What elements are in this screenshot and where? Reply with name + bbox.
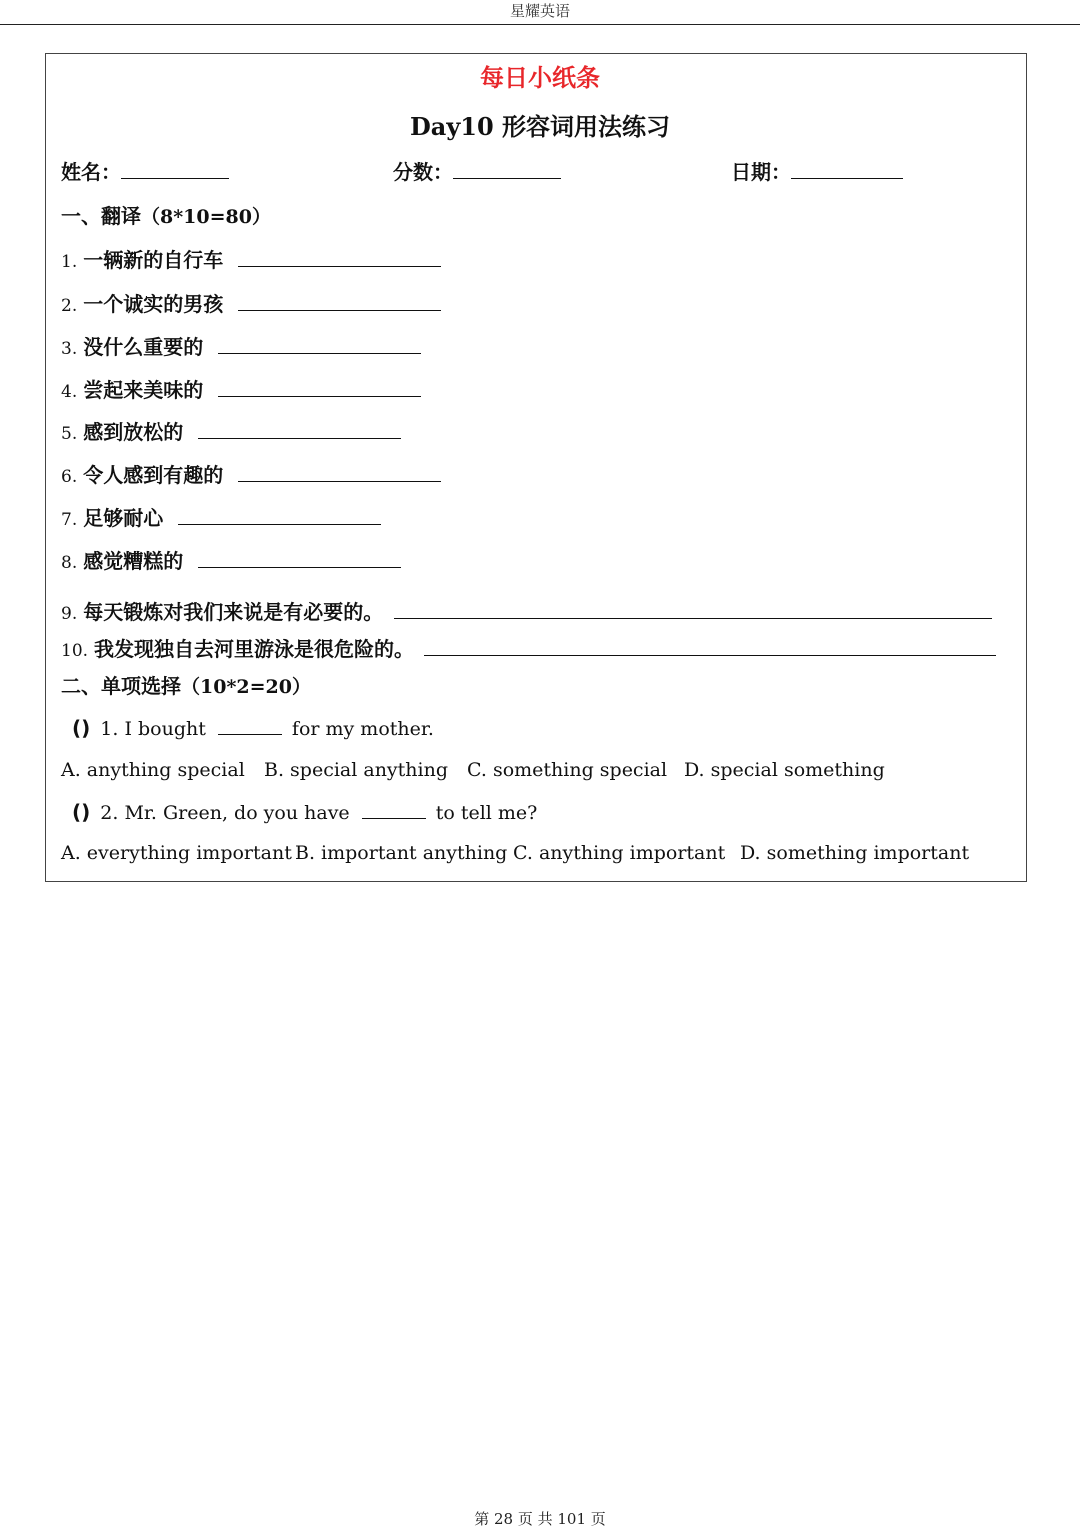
worksheet-subtitle [0,107,1080,142]
answer-blank[interactable] [178,506,381,525]
option-d[interactable]: D. special something [684,759,885,781]
item-number: 2. [61,296,78,316]
item-text: 没什么重要的 [83,335,204,359]
item-text: 感觉糟糕的 [83,549,184,573]
item-text: 感到放松的 [83,420,184,444]
translation-item [61,331,421,360]
day-label: Day10 [409,112,494,141]
section-translation-score: （8*10=80） [141,206,271,228]
answer-blank[interactable] [238,248,441,267]
item-number: 3. [61,339,78,359]
item-number: 7. [61,510,78,530]
score-blank[interactable] [453,160,561,179]
question-stem-end: for my mother. [291,718,434,740]
item-text: 尝起来美味的 [83,378,204,402]
translation-item [61,288,441,317]
translation-item [61,502,381,531]
item-number: 9. [61,604,78,624]
choice-question-2 [72,800,537,824]
section-translation-heading [61,200,271,229]
option-a[interactable]: A. anything special [61,759,245,781]
question-blank[interactable] [218,716,282,735]
worksheet-title: 每日小纸条 [480,64,600,92]
section-choice-title: 二、单项选择 [61,674,181,698]
score-field [393,156,561,185]
page-footer: 第 28 页 共 101 页 [474,1510,606,1528]
topic-label: 形容词用法练习 [502,113,671,141]
answer-blank[interactable] [238,292,441,311]
item-text: 每天锻炼对我们来说是有必要的。 [83,600,384,624]
option-c[interactable]: C. something special [467,759,668,781]
item-number: 10. [61,641,89,661]
name-blank[interactable] [121,160,229,179]
answer-parentheses[interactable]: () [72,800,91,824]
name-label: 姓名： [61,160,121,184]
translation-item [61,416,401,445]
translation-item [61,545,401,574]
date-blank[interactable] [791,160,903,179]
answer-blank[interactable] [218,335,421,354]
option-d[interactable]: D. something important [740,842,970,864]
item-text: 令人感到有趣的 [83,463,224,487]
option-b[interactable]: B. important anything [295,842,508,864]
option-b[interactable]: B. special anything [264,759,449,781]
option-c[interactable]: C. anything important [513,842,726,864]
answer-blank[interactable] [218,378,421,397]
answer-blank[interactable] [238,463,441,482]
page-header: 星耀英语 [0,0,1080,25]
item-text: 一辆新的自行车 [83,248,224,272]
answer-blank[interactable] [424,637,996,656]
question-stem-start: 2. Mr. Green, do you have [100,802,350,824]
item-number: 4. [61,382,78,402]
question-stem-end: to tell me? [435,802,538,824]
item-text: 足够耐心 [83,506,164,530]
translation-item [61,459,441,488]
question-blank[interactable] [362,800,426,819]
answer-blank[interactable] [198,549,401,568]
item-number: 1. [61,252,78,272]
item-number: 8. [61,553,78,573]
item-number: 6. [61,467,78,487]
option-a[interactable]: A. everything important [61,842,292,864]
translation-item [61,633,996,662]
score-label: 分数： [393,160,453,184]
section-translation-title: 一、翻译 [61,204,141,228]
answer-blank[interactable] [394,600,992,619]
date-label: 日期： [731,160,791,184]
question-stem-start: 1. I bought [100,718,206,740]
translation-item [61,374,421,403]
section-choice-heading [61,670,311,699]
answer-blank[interactable] [198,420,401,439]
translation-item [61,244,441,273]
section-choice-score: （10*2=20） [181,676,311,698]
answer-parentheses[interactable]: () [72,716,91,740]
date-field [731,156,903,185]
item-number: 5. [61,424,78,444]
item-text: 我发现独自去河里游泳是很危险的。 [94,637,415,661]
choice-question-1 [72,716,434,740]
translation-item [61,596,992,625]
name-field [61,156,229,185]
item-text: 一个诚实的男孩 [83,292,224,316]
